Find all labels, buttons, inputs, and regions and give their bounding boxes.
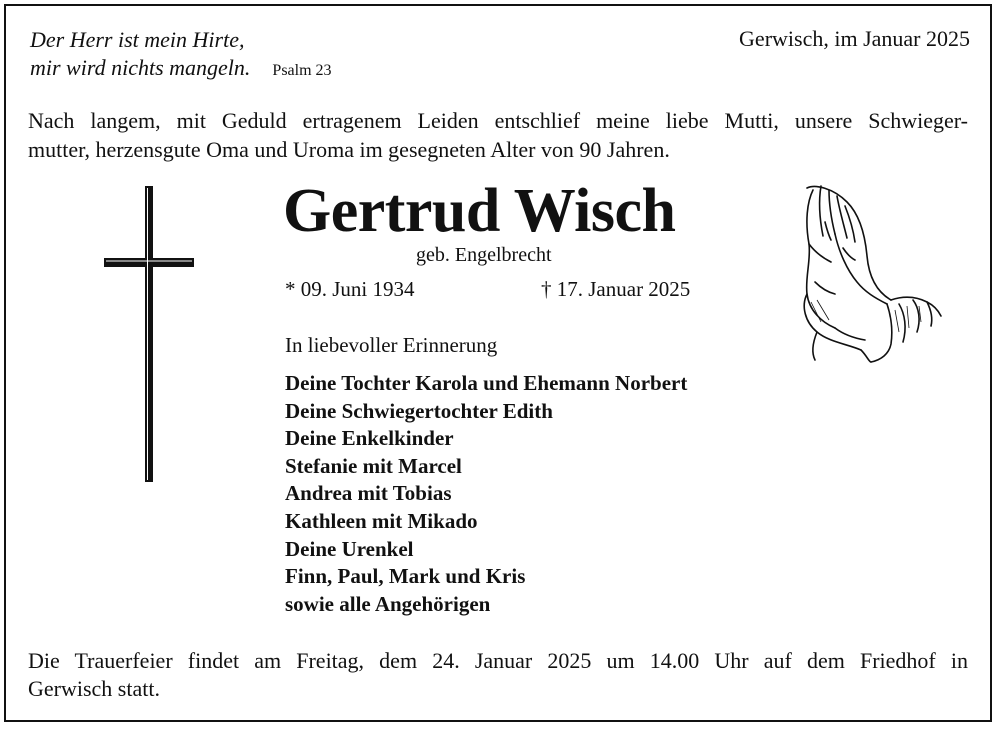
praying-hands-icon: [795, 182, 945, 367]
mourner-line: Andrea mit Tobias: [285, 481, 452, 506]
mourner-line: Deine Schwiegertochter Edith: [285, 398, 553, 423]
place-date: Gerwisch, im Januar 2025: [739, 26, 970, 51]
mourner-line: Kathleen mit Mikado: [285, 508, 478, 533]
psalm-reference: Psalm 23: [272, 62, 332, 79]
intro-line-1: Nach langem, mit Geduld ertragenem Leiden entschlief meine liebe Mutti, unsere Schwieger-: [28, 108, 968, 133]
quote-line-1: Der Herr ist mein Hirte,: [30, 27, 245, 52]
death-date: † 17. Januar 2025: [541, 277, 691, 301]
birth-date: * 09. Juni 1934: [285, 277, 415, 301]
quote-line-2: mir wird nichts mangeln.: [30, 55, 251, 80]
maiden-name: geb. Engelbrecht: [416, 244, 552, 266]
mourners-list: [285, 370, 687, 618]
deceased-name: Gertrud Wisch: [283, 177, 676, 245]
service-line-1: Die Trauerfeier findet am Freitag, dem 24. Januar 2025 um 14.00 Uhr auf dem Friedhof in: [28, 648, 968, 673]
mourner-line: Deine Enkelkinder: [285, 426, 454, 451]
memory-line: In liebevoller Erinnerung: [285, 333, 498, 357]
mourner-line: Finn, Paul, Mark und Kris: [285, 564, 526, 589]
cross-icon: [100, 184, 200, 484]
service-line-2: Gerwisch statt.: [28, 676, 160, 701]
intro-line-2: mutter, herzensgute Oma und Uroma im gesegneten Alter von 90 Jahren.: [28, 137, 670, 162]
mourner-line: Deine Tochter Karola und Ehemann Norbert: [285, 371, 688, 395]
mourner-line: sowie alle Angehörigen: [285, 591, 491, 616]
mourner-line: Stefanie mit Marcel: [285, 453, 462, 478]
quote-line-2-wrap: [30, 54, 332, 85]
service-info: [28, 647, 968, 703]
mourner-line: Deine Urenkel: [285, 536, 414, 561]
intro-text: [28, 106, 968, 164]
